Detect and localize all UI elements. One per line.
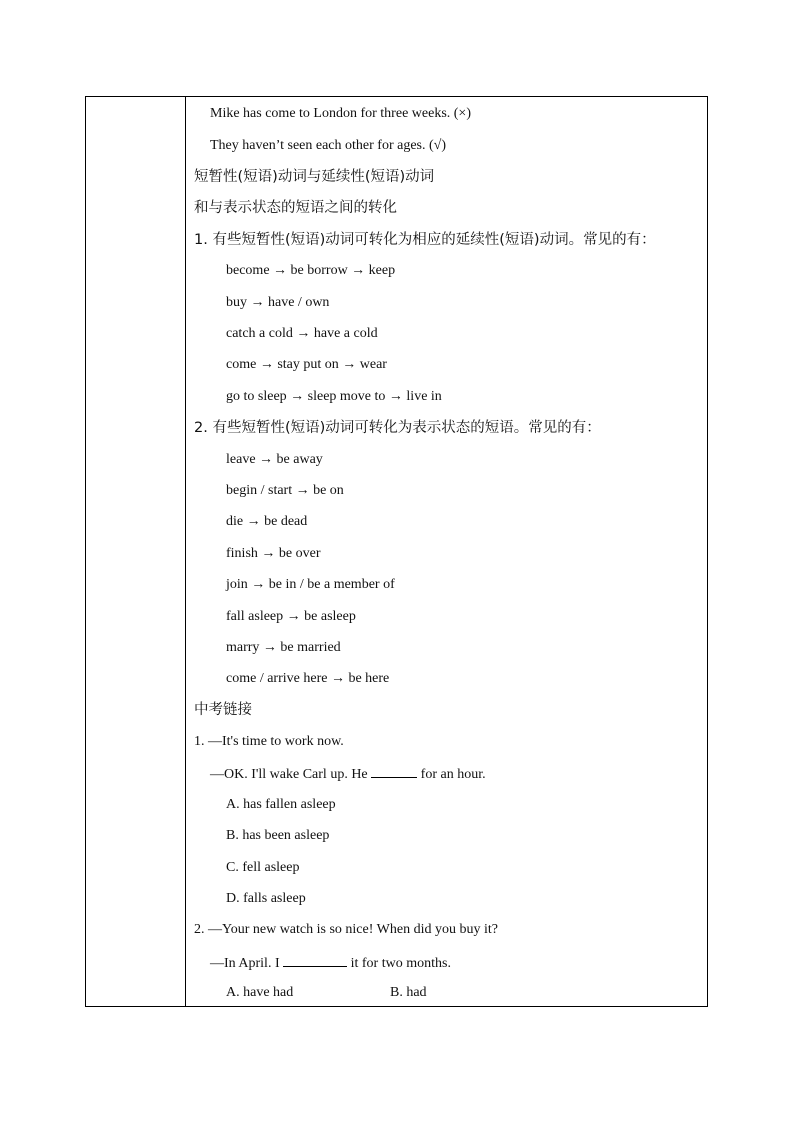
answer-blank[interactable]	[371, 763, 417, 778]
rule2-item: leave → be away	[226, 452, 323, 467]
question-1-response-start: —OK. I'll wake Carl up. He	[210, 767, 372, 782]
rule2-item: marry → be married	[226, 640, 341, 655]
example-sentence-1: Mike has come to London for three weeks. (×)	[210, 106, 471, 121]
rule2-heading: 2. 有些短暂性(短语)动词可转化为表示状态的短语。常见的有：	[194, 420, 601, 436]
question-1-option-b: B. has been asleep	[226, 828, 330, 843]
rule2-item: join → be in / be a member of	[226, 577, 395, 592]
content-table	[85, 96, 708, 1007]
question-2-response	[210, 952, 451, 974]
question-1-response-end: for an hour.	[417, 767, 486, 782]
rule1-heading: 1. 有些短暂性(短语)动词可转化为相应的延续性(短语)动词。常见的有：	[194, 232, 656, 248]
rule1-item: come → stay put on → wear	[226, 357, 387, 372]
question-2-response-start: —In April. I	[210, 956, 284, 971]
rule1-item: catch a cold → have a cold	[226, 326, 378, 341]
table-left-column	[86, 97, 186, 1006]
question-2-response-end: it for two months.	[347, 956, 451, 971]
rule1-item: buy → have / own	[226, 295, 330, 310]
section-title-line2: 和与表示状态的短语之间的转化	[194, 200, 397, 216]
question-2-prompt: 2. —Your new watch is so nice! When did you buy it?	[194, 922, 498, 937]
question-1-option-d: D. falls asleep	[226, 891, 306, 906]
question-2-option-b: B. had	[390, 985, 427, 1000]
rule2-item: finish → be over	[226, 546, 321, 561]
rule1-item: go to sleep → sleep move to → live in	[226, 389, 442, 404]
exam-link-heading: 中考链接	[194, 702, 252, 718]
table-right-column	[186, 97, 707, 1006]
rule2-item: begin / start → be on	[226, 483, 344, 498]
question-1-option-c: C. fell asleep	[226, 860, 300, 875]
rule1-item: become → be borrow → keep	[226, 263, 396, 278]
rule2-item: fall asleep → be asleep	[226, 609, 356, 624]
section-title-line1: 短暂性(短语)动词与延续性(短语)动词	[194, 169, 435, 185]
answer-blank[interactable]	[283, 952, 347, 967]
question-1-prompt: 1. —It's time to work now.	[194, 734, 344, 749]
rule2-item: die → be dead	[226, 514, 308, 529]
question-1-response	[210, 763, 486, 785]
rule2-item: come / arrive here → be here	[226, 671, 390, 686]
example-sentence-2: They haven’t seen each other for ages. (√)	[210, 138, 446, 153]
question-2-option-a: A. have had	[226, 985, 294, 1000]
question-1-option-a: A. has fallen asleep	[226, 797, 336, 812]
